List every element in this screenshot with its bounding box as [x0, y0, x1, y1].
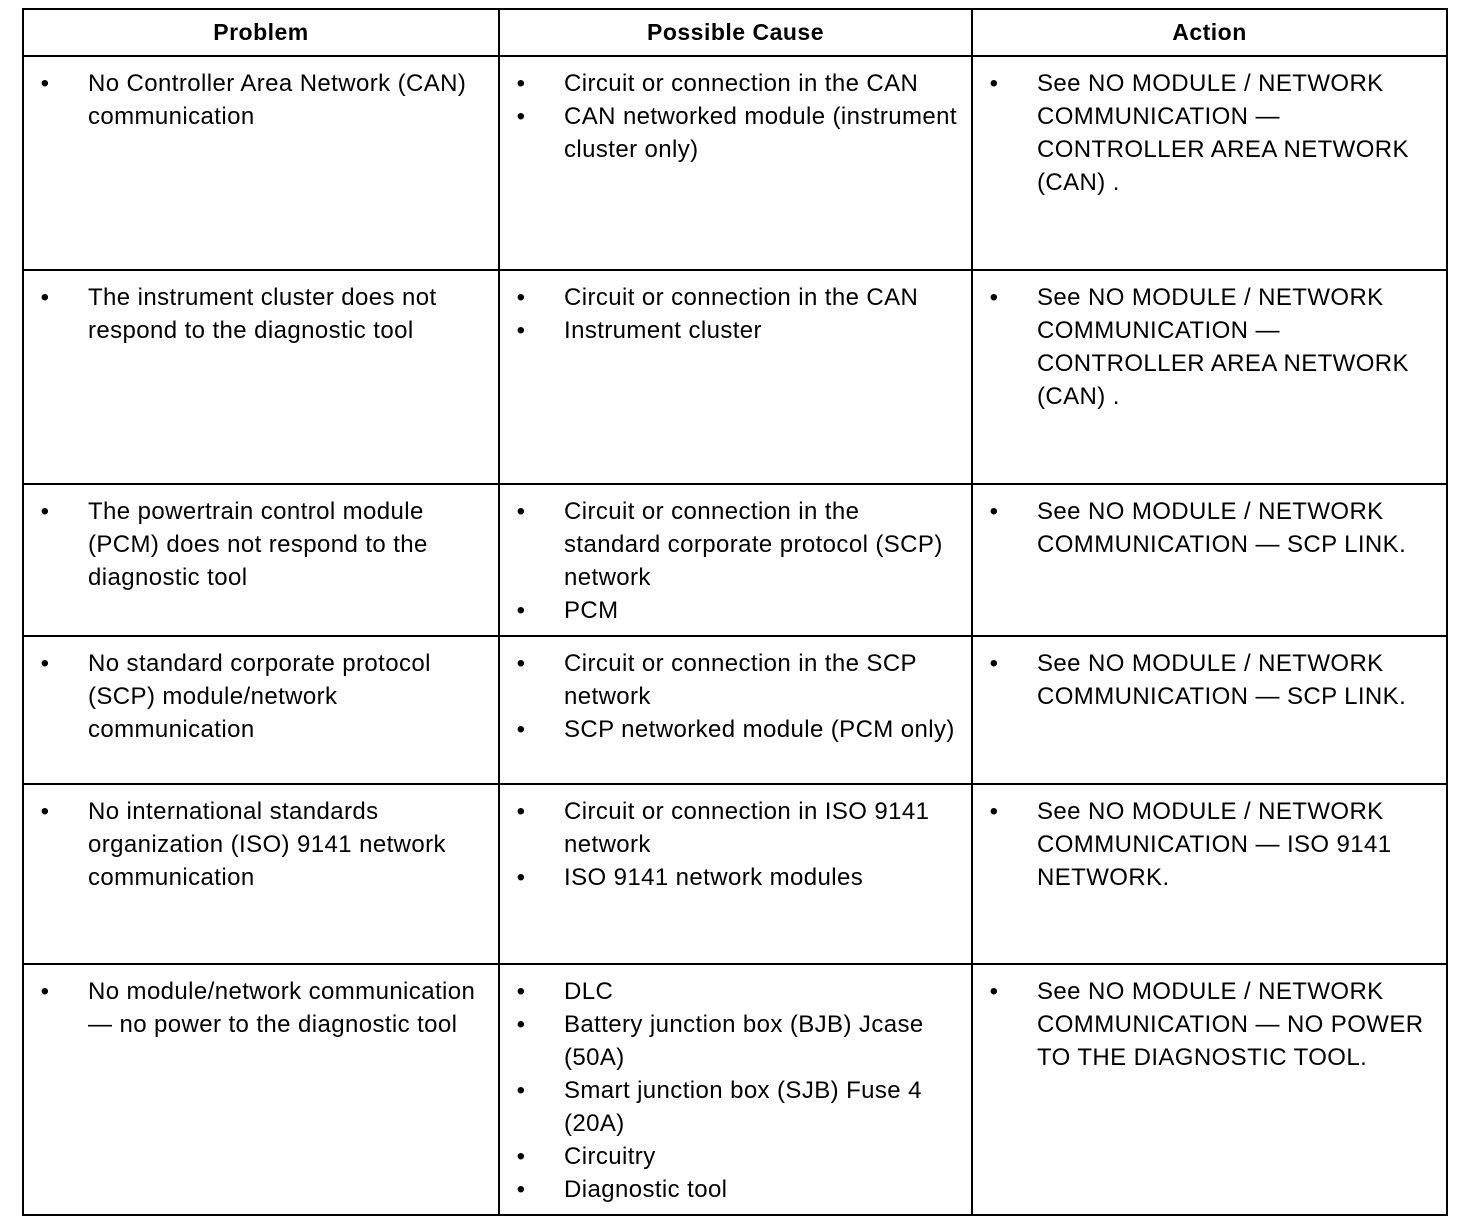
- cause-item: [500, 1074, 961, 1140]
- action-cell-list: [973, 485, 1446, 569]
- problem-cell: [23, 964, 499, 1215]
- problem-cell-list: [24, 965, 498, 1049]
- action-cell: [972, 964, 1447, 1215]
- cause-cell: [499, 964, 972, 1215]
- problem-item: [24, 67, 488, 133]
- bullet-icon: •: [40, 498, 50, 525]
- problem-cell-list: [24, 271, 498, 355]
- cause-item-text: Circuitry: [564, 1143, 656, 1170]
- diagnostic-symptom-table: [22, 8, 1448, 1216]
- problem-item-text: The powertrain control module (PCM) does not respond to the diagnostic tool: [88, 498, 428, 591]
- cause-item: [500, 975, 961, 1008]
- action-item-text: See NO MODULE / NETWORK COMMUNICATION — ISO 9141 NETWORK.: [1037, 798, 1392, 891]
- cause-item-text: Circuit or connection in ISO 9141 network: [564, 798, 930, 858]
- bullet-icon: •: [40, 978, 50, 1005]
- problem-cell: [23, 56, 499, 270]
- problem-cell-list: [24, 785, 498, 902]
- problem-item-text: No international standards organization (ISO) 9141 network communication: [88, 798, 446, 891]
- action-cell: [972, 484, 1447, 636]
- bullet-icon: •: [516, 864, 526, 891]
- cause-cell-list: [500, 485, 971, 635]
- bullet-icon: •: [40, 650, 50, 677]
- action-cell-list: [973, 785, 1446, 902]
- cause-cell-list: [500, 57, 971, 174]
- problem-item: [24, 281, 488, 347]
- problem-cell-list: [24, 637, 498, 754]
- table-row: [23, 784, 1447, 964]
- bullet-icon: •: [516, 1077, 526, 1104]
- action-item-text: See NO MODULE / NETWORK COMMUNICATION — CONTROLLER AREA NETWORK (CAN) .: [1037, 70, 1409, 196]
- problem-item-text: No standard corporate protocol (SCP) module/network communication: [88, 650, 431, 743]
- bullet-icon: •: [516, 317, 526, 344]
- problem-cell: [23, 270, 499, 484]
- action-cell: [972, 636, 1447, 784]
- action-column-header: Action: [972, 9, 1447, 56]
- bullet-icon: •: [989, 650, 999, 677]
- bullet-icon: •: [516, 1143, 526, 1170]
- cause-item-text: Circuit or connection in the SCP network: [564, 650, 917, 710]
- action-cell-list: [973, 271, 1446, 421]
- cause-item-text: Circuit or connection in the CAN: [564, 284, 919, 311]
- cause-item: [500, 594, 961, 627]
- cause-item: [500, 495, 961, 594]
- action-cell: [972, 784, 1447, 964]
- action-item-text: See NO MODULE / NETWORK COMMUNICATION — SCP LINK.: [1037, 650, 1407, 710]
- action-item: [973, 647, 1436, 713]
- problem-item: [24, 647, 488, 746]
- bullet-icon: •: [516, 716, 526, 743]
- problem-item-text: No Controller Area Network (CAN) communication: [88, 70, 467, 130]
- cause-item: [500, 861, 961, 894]
- table-row: [23, 964, 1447, 1215]
- cause-item: [500, 314, 961, 347]
- bullet-icon: •: [989, 498, 999, 525]
- cause-cell-list: [500, 637, 971, 754]
- cause-cell: [499, 484, 972, 636]
- bullet-icon: •: [40, 798, 50, 825]
- table-row: [23, 484, 1447, 636]
- header-row: [23, 9, 1447, 56]
- cause-item: [500, 67, 961, 100]
- cause-column-header: Possible Cause: [499, 9, 972, 56]
- cause-cell-list: [500, 965, 971, 1214]
- cause-item-text: Smart junction box (SJB) Fuse 4 (20A): [564, 1077, 922, 1137]
- bullet-icon: •: [40, 70, 50, 97]
- cause-item-text: Circuit or connection in the standard corporate protocol (SCP) network: [564, 498, 943, 591]
- action-item: [973, 795, 1436, 894]
- action-cell-list: [973, 965, 1446, 1082]
- cause-item: [500, 795, 961, 861]
- action-cell-list: [973, 57, 1446, 207]
- cause-item: [500, 713, 961, 746]
- problem-item-text: No module/network communication — no power to the diagnostic tool: [88, 978, 476, 1038]
- cause-item-text: DLC: [564, 978, 614, 1005]
- action-cell: [972, 270, 1447, 484]
- problem-item-text: The instrument cluster does not respond to the diagnostic tool: [88, 284, 437, 344]
- cause-item: [500, 1173, 961, 1206]
- action-item-text: See NO MODULE / NETWORK COMMUNICATION — CONTROLLER AREA NETWORK (CAN) .: [1037, 284, 1409, 410]
- bullet-icon: •: [516, 978, 526, 1005]
- cause-item-text: PCM: [564, 597, 619, 624]
- bullet-icon: •: [989, 284, 999, 311]
- cause-cell: [499, 636, 972, 784]
- table-row: [23, 56, 1447, 270]
- cause-item-text: Diagnostic tool: [564, 1176, 728, 1203]
- action-item: [973, 495, 1436, 561]
- cause-cell: [499, 784, 972, 964]
- cause-item: [500, 647, 961, 713]
- table-row: [23, 270, 1447, 484]
- problem-item: [24, 795, 488, 894]
- problem-cell-list: [24, 57, 498, 141]
- action-cell-list: [973, 637, 1446, 721]
- action-item: [973, 281, 1436, 413]
- bullet-icon: •: [516, 1176, 526, 1203]
- bullet-icon: •: [516, 103, 526, 130]
- cause-item-text: Instrument cluster: [564, 317, 762, 344]
- bullet-icon: •: [516, 70, 526, 97]
- problem-cell: [23, 484, 499, 636]
- action-item: [973, 975, 1436, 1074]
- cause-item: [500, 1140, 961, 1173]
- problem-column-header: Problem: [23, 9, 499, 56]
- cause-item-text: Battery junction box (BJB) Jcase (50A): [564, 1011, 924, 1071]
- bullet-icon: •: [989, 798, 999, 825]
- cause-cell: [499, 270, 972, 484]
- problem-cell-list: [24, 485, 498, 602]
- bullet-icon: •: [516, 498, 526, 525]
- bullet-icon: •: [989, 70, 999, 97]
- action-item-text: See NO MODULE / NETWORK COMMUNICATION — SCP LINK.: [1037, 498, 1407, 558]
- table-row: [23, 636, 1447, 784]
- bullet-icon: •: [516, 284, 526, 311]
- action-item-text: See NO MODULE / NETWORK COMMUNICATION — NO POWER TO THE DIAGNOSTIC TOOL.: [1037, 978, 1424, 1071]
- cause-item-text: SCP networked module (PCM only): [564, 716, 955, 743]
- action-cell: [972, 56, 1447, 270]
- bullet-icon: •: [516, 1011, 526, 1038]
- bullet-icon: •: [516, 798, 526, 825]
- cause-item: [500, 1008, 961, 1074]
- cause-cell: [499, 56, 972, 270]
- cause-cell-list: [500, 271, 971, 355]
- cause-item-text: Circuit or connection in the CAN: [564, 70, 919, 97]
- bullet-icon: •: [516, 597, 526, 624]
- cause-cell-list: [500, 785, 971, 902]
- bullet-icon: •: [40, 284, 50, 311]
- action-item: [973, 67, 1436, 199]
- problem-cell: [23, 636, 499, 784]
- problem-item: [24, 495, 488, 594]
- bullet-icon: •: [989, 978, 999, 1005]
- cause-item-text: CAN networked module (instrument cluster only): [564, 103, 957, 163]
- cause-item: [500, 100, 961, 166]
- cause-item-text: ISO 9141 network modules: [564, 864, 864, 891]
- cause-item: [500, 281, 961, 314]
- bullet-icon: •: [516, 650, 526, 677]
- problem-cell: [23, 784, 499, 964]
- problem-item: [24, 975, 488, 1041]
